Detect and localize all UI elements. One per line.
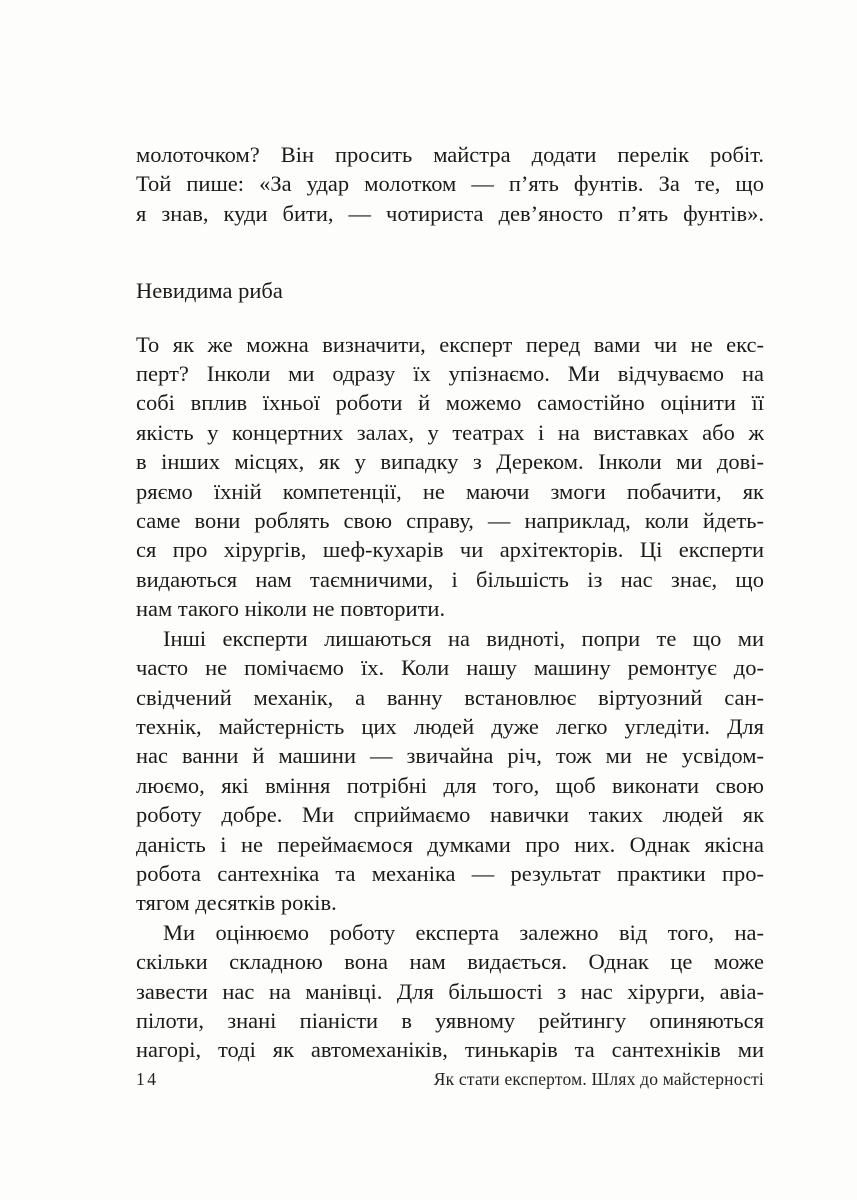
text-line: видаються нам таємничими, і більшість із нас знає, що	[136, 566, 764, 592]
text-line: ся про хірургів, шеф-кухарів чи архітекторів. Ці експерти	[136, 537, 764, 563]
text-line: нас ванни й машини — звичайна річ, тож ми не усвідом-	[136, 743, 764, 769]
page-footer	[136, 1068, 764, 1090]
text-line: в інших місцях, як у випадку з Дереком. Інколи ми дові-	[136, 449, 764, 475]
text-line: саме вони роблять свою справу, — наприклад, коли йдеть-	[136, 508, 764, 534]
text-line: даність і не переймаємося думками про них. Однак якісна	[136, 831, 764, 857]
continuation-paragraph	[136, 140, 764, 228]
text-line: тягом десятків років.	[136, 890, 337, 916]
text-line: ряємо їхній компетенції, не маючи змоги побачити, як	[136, 478, 764, 504]
text-line: якість у концертних залах, у театрах і на виставках або ж	[136, 419, 764, 445]
text-line: нагорі, тоді як автомеханіків, тинькарів та сантехніків ми	[136, 1037, 764, 1063]
text-line: нам такого ніколи не повторити.	[136, 596, 446, 622]
text-line: Інші експерти лишаються на видноті, попри те що ми	[163, 625, 764, 651]
text-line: часто не помічаємо їх. Коли нашу машину ремонтує до-	[136, 655, 764, 681]
running-title: Як стати експертом. Шлях до майстерності	[433, 1069, 764, 1089]
text-line: люємо, які вміння потрібні для того, щоб виконати свою	[136, 772, 764, 798]
text-line: я знав, куди бити, — чотириста дев’яносто п’ять фунтів».	[136, 200, 764, 226]
text-line: молоточком? Він просить майстра додати перелік робіт.	[136, 142, 764, 167]
text-line: робота сантехніка та механіка — результат практики про-	[136, 860, 764, 886]
paragraph	[136, 330, 764, 624]
text-line: пілоти, знані піаністи в уявному рейтингу опиняються	[136, 1007, 764, 1033]
paragraph	[136, 918, 764, 1065]
text-line: То як же можна визначити, експерт перед вами чи не екс-	[136, 331, 764, 357]
text-line: Той пише: «За удар молотком — п’ять фунтів. За те, що	[136, 171, 764, 197]
text-line: собі вплив їхньої роботи й можемо самостійно оцінити її	[136, 390, 764, 416]
text-line: роботу добре. Ми сприймаємо навички таких людей як	[136, 802, 764, 828]
text-line: технік, майстерність цих людей дуже легко угледіти. Для	[136, 713, 764, 739]
text-line: свідчений механік, а ванну встановлює віртуозний сан-	[136, 684, 764, 710]
text-line: перт? Інколи ми одразу їх упізнаємо. Ми відчуваємо на	[136, 361, 764, 387]
paragraph	[136, 624, 764, 918]
page-text-block	[136, 140, 764, 1065]
section-heading: Невидима риба	[136, 278, 283, 304]
text-line: Ми оцінюємо роботу експерта залежно від того, на-	[163, 919, 764, 945]
text-line: завести нас на манівці. Для більшості з нас хірурги, авіа-	[136, 978, 764, 1004]
paragraphs-container	[136, 330, 764, 1065]
page-number: 14	[136, 1069, 159, 1089]
text-line: скільки складною вона нам видається. Однак це може	[136, 949, 764, 975]
